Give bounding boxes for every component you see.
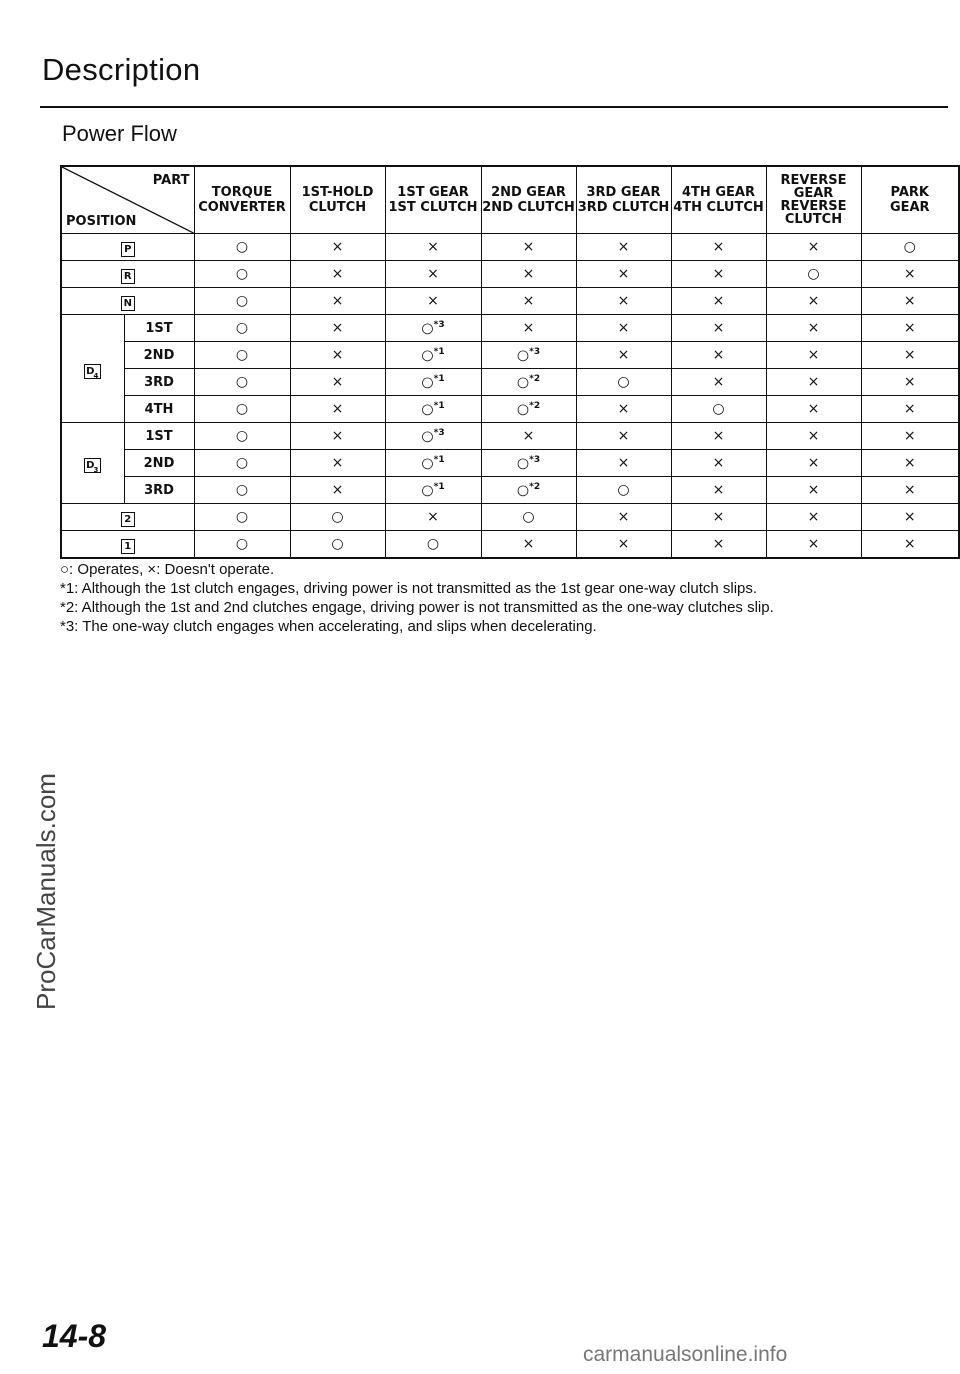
shift-position-cell [61,261,194,288]
header-line: CLUTCH [308,200,367,215]
operation-cell: × [290,315,385,342]
notes-block [60,560,774,636]
operation-cell: × [766,477,861,504]
header-line: 1ST-HOLD [301,185,374,200]
operation-cell [385,369,481,396]
table-row [61,234,959,261]
operation-cell: ○ [194,342,290,369]
gear-label: 3RD [124,477,194,504]
shift-position-badge [84,458,101,473]
footnote-1: *1: Although the 1st clutch engages, driving power is not transmitted as the 1st gear one-way clutch slips. [60,580,758,597]
gear-label: 4TH [124,396,194,423]
operation-cell: × [766,504,861,531]
shift-position-badge [84,364,101,379]
header-line: 1ST GEAR [397,185,469,200]
operation-cell: × [671,342,766,369]
operation-symbol: ○ [516,347,530,364]
operation-cell: × [385,504,481,531]
operation-cell [385,423,481,450]
footnote-ref: *3 [529,454,541,465]
operation-symbol: ○ [516,455,530,472]
operation-cell: × [861,396,959,423]
footnote-2: *2: Although the 1st and 2nd clutches engage, driving power is not transmitted as the one-way clutches slip. [60,599,774,616]
operation-cell: × [576,423,671,450]
footnote-ref: *2 [529,481,541,492]
header-line: 2ND CLUTCH [482,200,575,215]
operation-cell: ○ [290,504,385,531]
power-flow-table [60,165,960,559]
operation-cell: × [385,234,481,261]
shift-position-cell [61,531,194,558]
gear-label: 3RD [124,369,194,396]
operation-cell: ○ [194,234,290,261]
corner-part-label: PART [152,173,190,188]
table-row [61,504,959,531]
shift-position-letter: D [86,365,95,377]
operation-cell: × [576,450,671,477]
operation-cell: × [766,531,861,558]
operation-cell [481,342,576,369]
operation-cell: × [576,288,671,315]
col-header-reverse-gear [766,166,861,234]
header-line: GEAR [793,186,834,201]
col-header-4th-gear [671,166,766,234]
operation-cell: × [290,342,385,369]
operation-cell: × [861,342,959,369]
operation-cell [481,369,576,396]
shift-position-badge: 1 [121,539,135,554]
operation-cell: × [671,450,766,477]
operation-cell: × [290,396,385,423]
operation-cell: × [576,234,671,261]
operation-cell: × [671,504,766,531]
footnote-ref: *1 [433,346,445,357]
table-row [61,369,959,396]
shift-position-letter: D [86,460,95,471]
section-title: Power Flow [62,121,177,146]
header-line: 3RD GEAR [586,185,661,200]
operation-cell: × [671,423,766,450]
operation-cell: × [671,531,766,558]
operation-cell: × [576,315,671,342]
footnote-ref: *1 [433,454,445,465]
operation-cell: × [385,261,481,288]
operation-cell: × [671,369,766,396]
shift-position-badge: P [121,242,135,257]
footer-watermark: carmanualsonline.info [583,1343,788,1366]
operation-cell: ○ [576,477,671,504]
operation-cell: × [861,369,959,396]
header-line: 2ND GEAR [491,185,566,200]
operation-symbol: ○ [421,401,434,418]
header-line: 1ST CLUTCH [388,200,478,215]
corner-position-label: POSITION [66,214,137,229]
table-row [61,396,959,423]
operation-cell: × [385,288,481,315]
operation-cell: × [861,531,959,558]
operation-cell: ○ [194,315,290,342]
header-line: 3RD CLUTCH [577,200,670,215]
table-body [61,234,959,558]
shift-position-sub: 3 [93,466,99,474]
col-header-torque-converter [194,166,290,234]
operation-cell: × [766,450,861,477]
operation-cell: × [576,504,671,531]
operation-cell: ○ [194,531,290,558]
header-line: PARK [890,185,929,200]
footnote-ref: *3 [529,346,541,357]
shift-position-badge: R [121,269,135,284]
operation-cell: × [766,423,861,450]
operation-symbol: ○ [516,374,530,391]
gear-label: 2ND [124,342,194,369]
header-line: CLUTCH [784,212,843,227]
operation-cell: × [576,531,671,558]
footnote-ref: *1 [433,481,445,492]
operation-cell: × [290,450,385,477]
header-line: REVERSE [780,199,847,214]
operation-symbol: ○ [516,401,530,418]
header-line: REVERSE [780,173,847,188]
operation-cell: × [766,288,861,315]
page-number: 14-8 [42,1318,107,1354]
operation-symbol: ○ [421,455,434,472]
col-header-3rd-gear [576,166,671,234]
operation-cell: × [576,261,671,288]
operation-cell: × [290,477,385,504]
operation-cell: ○ [194,450,290,477]
corner-cell [61,166,194,234]
shift-position-cell [61,288,194,315]
operation-cell [385,396,481,423]
operation-cell: × [481,288,576,315]
operation-cell [481,396,576,423]
operation-cell: × [766,315,861,342]
operation-cell: ○ [194,369,290,396]
operation-symbol: ○ [421,428,434,445]
operation-cell: × [861,504,959,531]
operation-cell: × [766,369,861,396]
operation-cell: × [671,288,766,315]
operation-cell: × [290,288,385,315]
legend-note: ○: Operates, ×: Doesn't operate. [60,561,275,578]
table-row [61,261,959,288]
col-header-2nd-gear [481,166,576,234]
operation-cell: × [290,234,385,261]
operation-cell [385,342,481,369]
col-header-park-gear [861,166,959,234]
table-row [61,450,959,477]
operation-cell: × [481,234,576,261]
header-line: TORQUE [211,185,273,200]
table-row [61,288,959,315]
operation-symbol: ○ [421,374,434,391]
shift-position-cell [61,504,194,531]
operation-cell: × [861,288,959,315]
operation-cell [385,315,481,342]
page-title: Description [42,52,201,87]
header-line: CONVERTER [198,200,286,215]
operation-cell: ○ [671,396,766,423]
footnote-ref: *3 [433,319,445,330]
footnote-ref: *2 [529,373,541,384]
operation-cell: ○ [194,288,290,315]
operation-cell: × [481,531,576,558]
footnote-ref: *1 [433,400,445,411]
operation-cell: × [481,423,576,450]
operation-cell [481,477,576,504]
table-row [61,423,959,450]
operation-cell: × [290,369,385,396]
operation-cell: × [481,261,576,288]
operation-symbol: ○ [516,482,530,499]
operation-cell: ○ [481,504,576,531]
operation-cell: × [861,423,959,450]
table-row [61,531,959,558]
operation-cell: × [766,396,861,423]
operation-cell: ○ [194,477,290,504]
footnote-ref: *2 [529,400,541,411]
shift-position-cell [61,234,194,261]
shift-position-sub: 4 [93,371,99,380]
shift-position-group [61,423,124,504]
operation-cell: × [861,315,959,342]
operation-cell: × [290,261,385,288]
operation-cell: × [671,261,766,288]
operation-cell: × [481,315,576,342]
operation-cell: ○ [576,369,671,396]
operation-cell: ○ [290,531,385,558]
operation-cell: ○ [194,423,290,450]
table-row [61,342,959,369]
operation-cell: × [576,396,671,423]
col-header-1st-hold-clutch [290,166,385,234]
operation-symbol: ○ [421,347,434,364]
header-line: 4TH GEAR [682,185,755,200]
table-row [61,477,959,504]
footnote-3: *3: The one-way clutch engages when accelerating, and slips when decelerating. [60,618,597,635]
operation-cell: × [861,450,959,477]
operation-cell: × [766,234,861,261]
operation-cell: × [290,423,385,450]
table-header-row [61,166,959,234]
operation-cell [481,450,576,477]
col-header-1st-gear [385,166,481,234]
operation-cell: × [861,261,959,288]
operation-cell: ○ [861,234,959,261]
header-line: GEAR [889,200,930,215]
footnote-ref: *1 [433,373,445,384]
operation-symbol: ○ [421,320,434,337]
operation-cell: × [576,342,671,369]
operation-cell: ○ [194,396,290,423]
operation-cell: × [671,315,766,342]
side-watermark: ProCarManuals.com [31,773,61,1010]
operation-cell: ○ [194,261,290,288]
footnote-ref: *3 [433,427,445,438]
shift-position-badge: N [121,296,135,311]
operation-cell: × [671,477,766,504]
operation-cell [385,450,481,477]
table-row [61,315,959,342]
gear-label: 1ST [124,315,194,342]
operation-cell: ○ [385,531,481,558]
shift-position-badge: 2 [121,512,135,527]
title-rule [40,106,948,108]
header-line: 4TH CLUTCH [673,200,764,215]
gear-label: 2ND [124,450,194,477]
operation-cell: × [766,342,861,369]
operation-cell: × [671,234,766,261]
gear-label: 1ST [124,423,194,450]
operation-cell: × [861,477,959,504]
shift-position-group [61,315,124,423]
operation-cell: ○ [766,261,861,288]
operation-cell: ○ [194,504,290,531]
operation-cell [385,477,481,504]
operation-symbol: ○ [421,482,434,499]
